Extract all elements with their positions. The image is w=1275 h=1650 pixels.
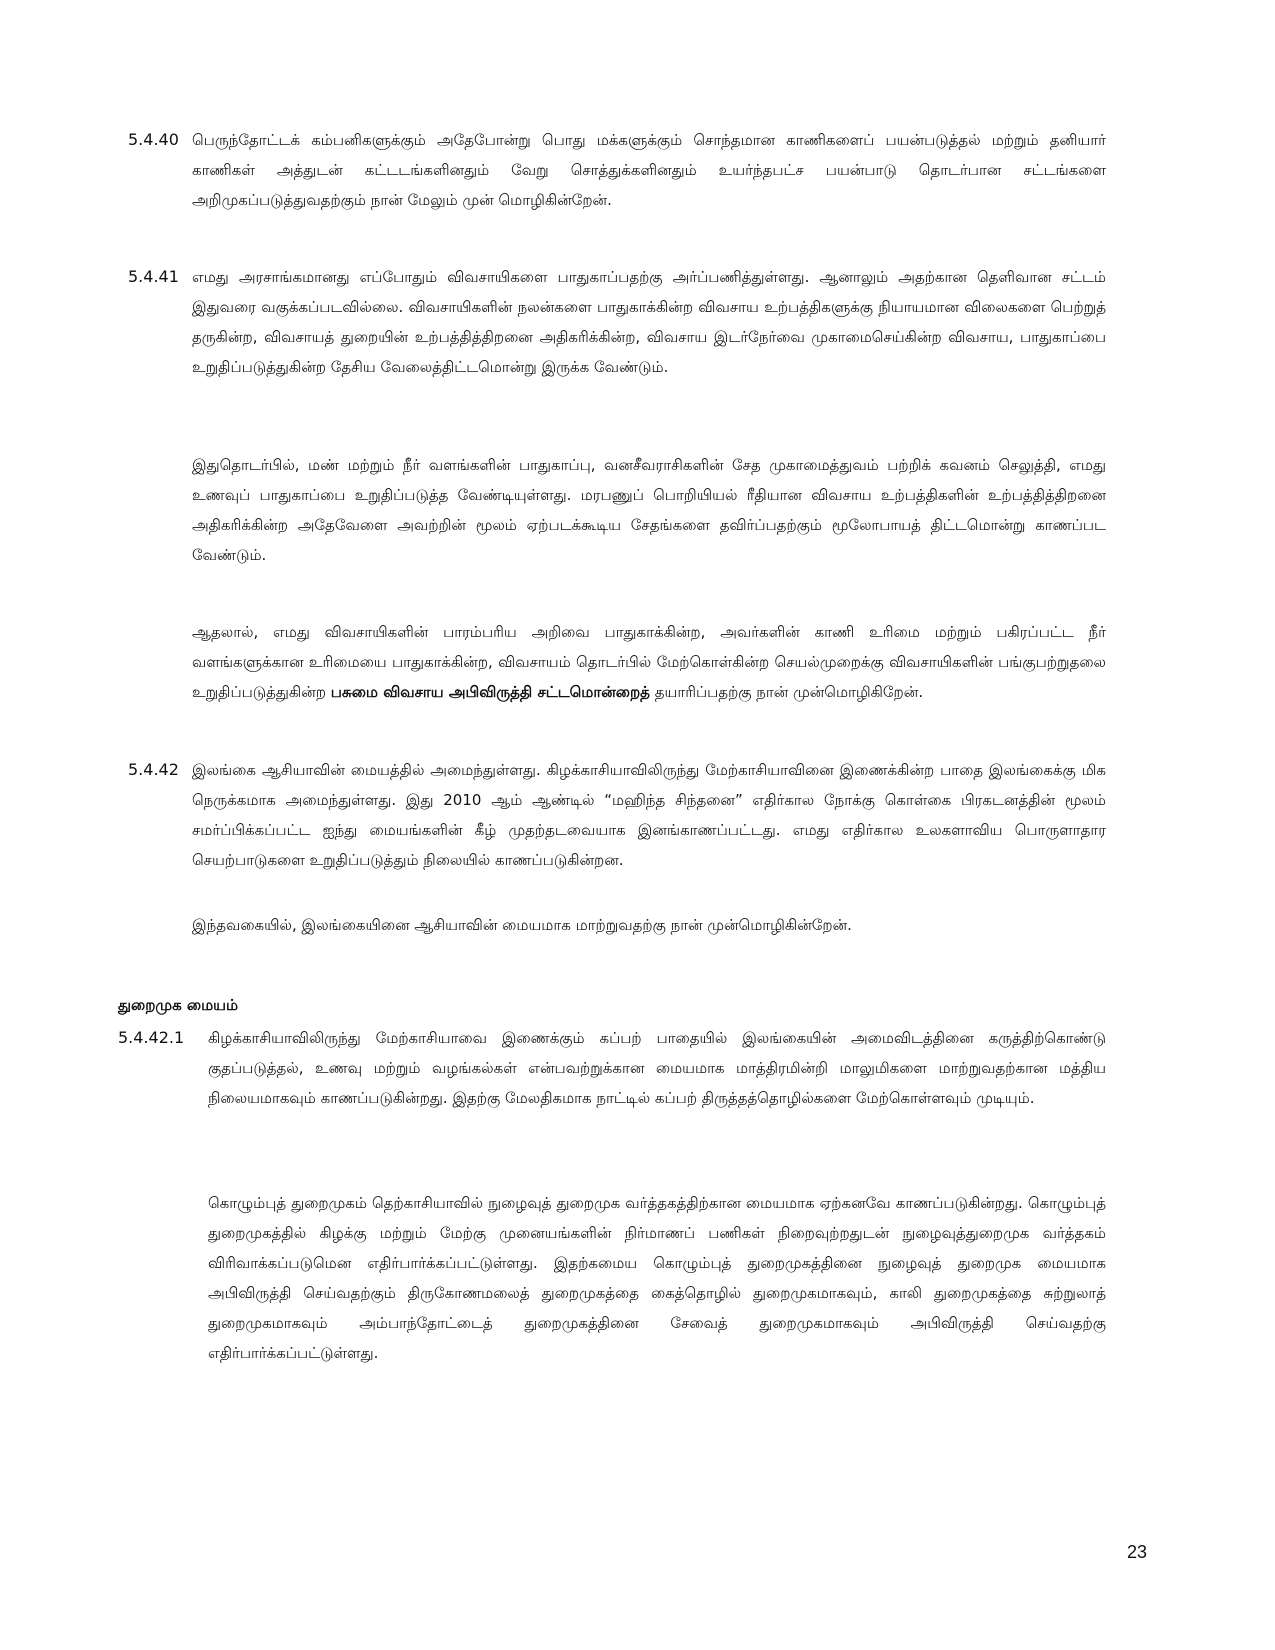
- section-number: 5.4.42.1: [118, 1028, 185, 1047]
- paragraph: இந்தவகையில், இலங்கையினை ஆசியாவின் மையமாக மாற்றுவதற்கு நான் முன்மொழிகின்றேன்.: [192, 916, 852, 934]
- page-number: 23: [1126, 1542, 1147, 1562]
- paragraph-text: ஆதலால், எமது விவசாயிகளின் பாரம்பரிய அறிவை பாதுகாக்கின்ற, அவர்களின் காணி உரிமை மற்றும் பகிரப்பட்ட நீர் வளங்களுக்கான உரிமையை பாதுகாக்கின்ற, விவசாயம் தொடர்பில் மேற்கொள்கின்ற செயல்முறைக்கு விவசாயிகளின் பங்குபற்றுதலை உறுதிப்படுத்துகின்ற: [192, 623, 1106, 701]
- bold-phrase: பசுமை விவசாய அபிவிருத்தி சட்டமொன்றைத்: [330, 683, 650, 701]
- section-heading: துறைமுக மையம்: [118, 996, 239, 1014]
- paragraph: கொழும்புத் துறைமுகம் தெற்காசியாவில் நுழைவுத் துறைமுக வர்த்தகத்திற்கான மையமாக ஏற்கனவே காணப்படுகின்றது. கொழும்புத் துறைமுகத்தில் கிழக்கு மற்றும் மேற்கு முனையங்களின் நிர்மாணப் பணிகள் நிறைவுற்றதுடன் நுழைவுத்துறைமுக வர்த்தகம் விரிவாக்கப்படுமென எதிர்பார்க்கப்பட்டுள்ளது. இதற்கமைய கொழும்புத் துறைமுகத்தினை நுழைவுத் துறைமுக மையமாக அபிவிருத்தி செய்வதற்கும் திருகோணமலைத் துறைமுகத்தை கைத்தொழில் துறைமுகமாகவும், காலி துறைமுகத்தை சுற்றுலாத் துறைமுகமாகவும் அம்பாந்தோட்டைத் துறைமுகத்தினை சேவைத் துறைமுகமாகவும் அபிவிருத்தி செய்வதற்கு எதிர்பார்க்கப்பட்டுள்ளது.: [208, 1194, 1106, 1362]
- paragraph: பெருந்தோட்டக் கம்பனிகளுக்கும் அதேபோன்று பொது மக்களுக்கும் சொந்தமான காணிகளைப் பயன்படுத்தல் மற்றும் தனியார் காணிகள் அத்துடன் கட்டடங்களினதும் வேறு சொத்துக்களினதும் உயர்ந்தபட்ச பயன்பாடு தொடர்பான சட்டங்களை அறிமுகப்படுத்துவதற்கும் நான் மேலும் முன் மொழிகின்றேன்.: [192, 131, 1106, 209]
- section-number: 5.4.40: [128, 130, 179, 149]
- paragraph: [192, 617, 1106, 707]
- paragraph: இலங்கை ஆசியாவின் மையத்தில் அமைந்துள்ளது. கிழக்காசியாவிலிருந்து மேற்காசியாவினை இணைக்கின்ற பாதை இலங்கைக்கு மிக நெருக்கமாக அமைந்துள்ளது. இது 2010 ஆம் ஆண்டில் “மஹிந்த சிந்தனை” எதிர்கால நோக்கு கொள்கை பிரகடனத்தின் மூலம் சமர்ப்பிக்கப்பட்ட ஐந்து மையங்களின் கீழ் முதற்தடவையாக இனங்காணப்பட்டது. எமது எதிர்கால உலகளாவிய பொருளாதார செயற்பாடுகளை உறுதிப்படுத்தும் நிலையில் காணப்படுகின்றன.: [192, 761, 1106, 869]
- section-number: 5.4.41: [128, 267, 179, 286]
- paragraph: கிழக்காசியாவிலிருந்து மேற்காசியாவை இணைக்கும் கப்பற் பாதையில் இலங்கையின் அமைவிடத்தினை கருத்திற்கொண்டு குதப்படுத்தல், உணவு மற்றும் வழங்கல்கள் என்பவற்றுக்கான மையமாக மாத்திரமின்றி மாலுமிகளை மாற்றுவதற்கான மத்திய நிலையமாகவும் காணப்படுகின்றது. இதற்கு மேலதிகமாக நாட்டில் கப்பற் திருத்தத்தொழில்களை மேற்கொள்ளவும் முடியும்.: [208, 1029, 1106, 1107]
- paragraph: இதுதொடர்பில், மண் மற்றும் நீர் வளங்களின் பாதுகாப்பு, வனசீவராசிகளின் சேத முகாமைத்துவம் பற்றிக் கவனம் செலுத்தி, எமது உணவுப் பாதுகாப்பை உறுதிப்படுத்த வேண்டியுள்ளது. மரபணுப் பொறியியல் ரீதியான விவசாய உற்பத்திகளின் உற்பத்தித்திறனை அதிகரிக்கின்ற அதேவேளை அவற்றின் மூலம் ஏற்படக்கூடிய சேதங்களை தவிர்ப்பதற்கும் மூலோபாயத் திட்டமொன்று காணப்பட வேண்டும்.: [192, 456, 1107, 564]
- paragraph-text: தயாரிப்பதற்கு நான் முன்மொழிகிறேன்.: [654, 683, 924, 701]
- paragraph: எமது அரசாங்கமானது எப்போதும் விவசாயிகளை பாதுகாப்பதற்கு அர்ப்பணித்துள்ளது. ஆனாலும் அதற்கான தெளிவான சட்டம் இதுவரை வகுக்கப்படவில்லை. விவசாயிகளின் நலன்களை பாதுகாக்கின்ற விவசாய உற்பத்திகளுக்கு நியாயமான விலைகளை பெற்றுத் தருகின்ற, விவசாயத் துறையின் உற்பத்தித்திறனை அதிகரிக்கின்ற, விவசாய இடர்நேர்வை முகாமைசெய்கின்ற விவசாய, பாதுகாப்பை உறுதிப்படுத்துகின்ற தேசிய வேலைத்திட்டமொன்று இருக்க வேண்டும்.: [192, 268, 1106, 376]
- section-number: 5.4.42: [128, 760, 179, 779]
